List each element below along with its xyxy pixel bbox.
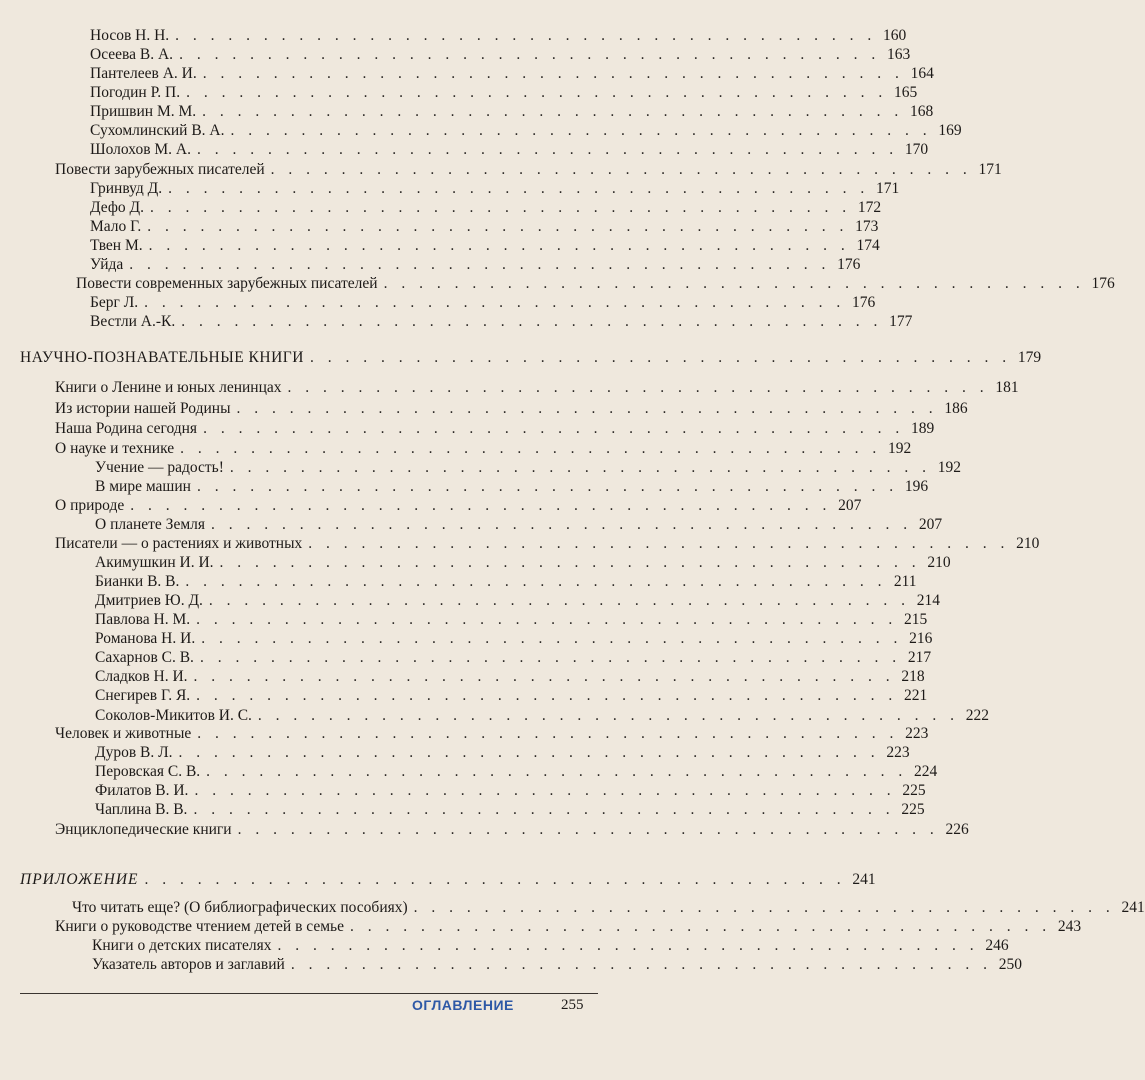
toc-label: О планете Земля [95,516,205,533]
toc-label: Снегирев Г. Я. [95,687,191,704]
toc-label: Погодин Р. П. [90,84,181,101]
toc-page: 211 [893,573,917,590]
toc-section [55,496,862,515]
toc-label: Носов Н. Н. [90,27,170,44]
leader-dots: . . . . . . . . . . . . . . . . . . . . . . . . . . . . . . . . . . . . . . . . [202,103,904,120]
toc-page: 225 [901,801,925,818]
toc-page: 223 [905,725,929,742]
toc-label: Чаплина В. В. [95,801,188,818]
toc-section [55,419,935,438]
toc-page: 168 [910,103,934,120]
toc-page: 241 [852,871,876,888]
toc-page: 196 [904,478,929,495]
toc-entry [95,686,928,705]
toc-page: 243 [1057,918,1082,935]
toc-label: Перовская С. В. [95,763,201,780]
leader-dots: . . . . . . . . . . . . . . . . . . . . . . . . . . . . . . . . . . . . . . . . [196,611,898,628]
leader-dots: . . . . . . . . . . . . . . . . . . . . . . . . . . . . . . . . . . . . . . . . [186,84,888,101]
leader-dots: . . . . . . . . . . . . . . . . . . . . . . . . . . . . . . . . . . . . . . . . [196,478,899,495]
toc-page: 192 [887,440,912,457]
leader-dots: . . . . . . . . . . . . . . . . . . . . . . . . . . . . . . . . . . . . . . . . [175,27,877,44]
toc-page: 186 [944,400,968,417]
toc-entry [95,553,951,572]
toc-label: Энциклопедические книги [55,821,232,838]
toc-page: 246 [985,937,1009,954]
toc-entry [95,629,933,648]
toc-entry [90,236,880,255]
toc-label: Вестли А.-К. [90,313,176,330]
leader-dots: . . . . . . . . . . . . . . . . . . . . . . . . . . . . . . . . . . . . . . . . [196,687,898,704]
toc-label: Сладков Н. И. [95,668,188,685]
toc-page: 164 [910,65,934,82]
toc-label: Мало Г. [90,218,142,235]
toc-entry [95,667,925,686]
leader-dots: . . . . . . . . . . . . . . . . . . . . . . . . . . . . . . . . . . . . . . . . [179,46,881,63]
leader-dots: . . . . . . . . . . . . . . . . . . . . . . . . . . . . . . . . . . . . . . . . [194,782,896,799]
leader-dots: . . . . . . . . . . . . . . . . . . . . . . . . . . . . . . . . . . . . . . . . [148,237,850,254]
leader-dots: . . . . . . . . . . . . . . . . . . . . . . . . . . . . . . . . . . . . . . . . [129,256,831,273]
toc-label: О науке и технике [55,440,175,457]
toc-section [55,820,969,839]
leader-dots: . . . . . . . . . . . . . . . . . . . . . . . . . . . . . . . . . . . . . . . . [147,218,849,235]
toc-section [55,439,912,458]
toc-entry [90,255,861,274]
toc-label: Повести зарубежных писателей [55,161,265,178]
toc-entry [90,179,900,198]
toc-label: Учение — радость! [95,459,224,476]
toc-label: Осеева В. А. [90,46,174,63]
leader-dots: . . . . . . . . . . . . . . . . . . . . . . . . . . . . . . . . . . . . . . . . [270,161,972,178]
toc-label: Твен М. [90,237,143,254]
leader-dots: . . . . . . . . . . . . . . . . . . . . . . . . . . . . . . . . . . . . . . . . [203,420,905,437]
toc-page: 172 [857,199,882,216]
toc-label: Романова Н. И. [95,630,196,647]
toc-page: 174 [856,237,880,254]
toc-page: 222 [965,707,990,724]
toc-label: Дуров В. Л. [95,744,173,761]
toc-label: Писатели — о растениях и животных [55,535,303,552]
toc-entry [90,102,934,121]
toc-label: Павлова Н. М. [95,611,191,628]
toc-page: 207 [838,497,862,514]
toc-label: Книги о детских писателях [92,937,272,954]
leader-dots: . . . . . . . . . . . . . . . . . . . . . . . . . . . . . . . . . . . . . . . . [197,725,899,742]
toc-page: 241 [1121,899,1145,916]
toc-page: 176 [852,294,876,311]
toc-page: 223 [886,744,910,761]
leader-dots: . . . . . . . . . . . . . . . . . . . . . . . . . . . . . . . . . . . . . . . . [149,199,852,216]
toc-section [55,724,929,743]
toc-page: 181 [995,379,1019,396]
toc-page: 169 [938,122,962,139]
leader-dots: . . . . . . . . . . . . . . . . . . . . . . . . . . . . . . . . . . . . . . . . [197,141,899,158]
toc-label: Сухомлинский В. А. [90,122,225,139]
toc-page: 224 [914,763,938,780]
toc-page: 218 [901,668,925,685]
toc-chapter [20,348,1042,367]
leader-dots: . . . . . . . . . . . . . . . . . . . . . . . . . . . . . . . . . . . . . . . . [185,573,887,590]
toc-subsection [76,274,1115,293]
toc-section [55,160,1002,179]
toc-page: 210 [927,554,951,571]
toc-label: НАУЧНО-ПОЗНАВАТЕЛЬНЫЕ КНИГИ [20,349,304,366]
toc-label: Наша Родина сегодня [55,420,198,437]
toc-entry [90,217,879,236]
toc-entry [90,198,882,217]
toc-page: 215 [904,611,928,628]
toc-entry [90,64,934,83]
leader-dots: . . . . . . . . . . . . . . . . . . . . . . . . . . . . . . . . . . . . . . . . [208,592,911,609]
toc-label: Сахарнов С. В. [95,649,194,666]
leader-dots: . . . . . . . . . . . . . . . . . . . . . . . . . . . . . . . . . . . . . . . . [219,554,921,571]
leader-dots: . . . . . . . . . . . . . . . . . . . . . . . . . . . . . . . . . . . . . . . . [193,668,895,685]
toc-page: 207 [918,516,943,533]
toc-label: Пришвин М. М. [90,103,197,120]
toc-page: 216 [909,630,933,647]
toc-label: Дмитриев Ю. Д. [95,592,203,609]
leader-dots: . . . . . . . . . . . . . . . . . . . . . . . . . . . . . . . . . . . . . . . . [350,918,1052,935]
toc-page: 176 [837,256,861,273]
footer-rule [20,993,598,994]
toc-page: 221 [904,687,928,704]
toc-page: 217 [907,649,932,666]
toc-entry [95,800,925,819]
leader-dots: . . . . . . . . . . . . . . . . . . . . . . . . . . . . . . . . . . . . . . . . [257,707,960,724]
toc-entry [90,140,929,159]
leader-dots: . . . . . . . . . . . . . . . . . . . . . . . . . . . . . . . . . . . . . . . . [180,440,882,457]
toc-section [72,898,1145,917]
toc-label: Гринвуд Д. [90,180,163,197]
leader-dots: . . . . . . . . . . . . . . . . . . . . . . . . . . . . . . . . . . . . . . . . [236,400,938,417]
leader-dots: . . . . . . . . . . . . . . . . . . . . . . . . . . . . . . . . . . . . . . . . [309,349,1012,366]
toc-section [55,399,968,418]
leader-dots: . . . . . . . . . . . . . . . . . . . . . . . . . . . . . . . . . . . . . . . . [206,763,908,780]
toc-entry [95,591,941,610]
toc-entry [95,762,938,781]
leader-dots: . . . . . . . . . . . . . . . . . . . . . . . . . . . . . . . . . . . . . . . . [287,379,989,396]
toc-label: Соколов-Микитов И. С. [95,707,252,724]
leader-dots: . . . . . . . . . . . . . . . . . . . . . . . . . . . . . . . . . . . . . . . . [308,535,1010,552]
leader-dots: . . . . . . . . . . . . . . . . . . . . . . . . . . . . . . . . . . . . . . . . [181,313,883,330]
leader-dots: . . . . . . . . . . . . . . . . . . . . . . . . . . . . . . . . . . . . . . . . [229,459,932,476]
toc-entry [95,477,929,496]
toc-section [55,534,1040,553]
toc-entry [90,121,962,140]
toc-entry [90,45,911,64]
toc-label: Книги о руководстве чтением детей в семье [55,918,344,935]
toc-section [55,378,1019,397]
toc-label: Из истории нашей Родины [55,400,231,417]
toc-page: 177 [889,313,913,330]
toc-label: О природе [55,497,125,514]
leader-dots: . . . . . . . . . . . . . . . . . . . . . . . . . . . . . . . . . . . . . . . . [383,275,1085,292]
toc-page: 250 [998,956,1022,973]
toc-label: Шолохов М. А. [90,141,191,158]
toc-label: Дефо Д. [90,199,144,216]
toc-entry [95,610,928,629]
leader-dots: . . . . . . . . . . . . . . . . . . . . . . . . . . . . . . . . . . . . . . . . [230,122,932,139]
toc-page: 226 [945,821,969,838]
leader-dots: . . . . . . . . . . . . . . . . . . . . . . . . . . . . . . . . . . . . . . . . [130,497,832,514]
toc-entry [95,572,917,591]
toc-label: Бианки В. В. [95,573,180,590]
toc-label: Книги о Ленине и юных ленинцах [55,379,282,396]
toc-label: Берг Л. [90,294,139,311]
toc-label: Филатов В. И. [95,782,189,799]
leader-dots: . . . . . . . . . . . . . . . . . . . . . . . . . . . . . . . . . . . . . . . . [290,956,992,973]
toc-page: 171 [875,180,900,197]
toc-chapter [20,870,876,889]
toc-page: 214 [916,592,941,609]
toc-page: 225 [902,782,926,799]
toc-page: 173 [855,218,879,235]
leader-dots: . . . . . . . . . . . . . . . . . . . . . . . . . . . . . . . . . . . . . . . . [201,630,903,647]
toc-label: Акимушкин И. И. [95,554,214,571]
toc-section [55,917,1082,936]
leader-dots: . . . . . . . . . . . . . . . . . . . . . . . . . . . . . . . . . . . . . . . . [168,180,870,197]
toc-page: 165 [893,84,918,101]
toc-entry [92,955,1022,974]
toc-entry [90,293,876,312]
toc-page: 170 [904,141,929,158]
page-number: 255 [561,997,584,1013]
toc-label: Человек и животные [55,725,192,742]
leader-dots: . . . . . . . . . . . . . . . . . . . . . . . . . . . . . . . . . . . . . . . . [237,821,939,838]
leader-dots: . . . . . . . . . . . . . . . . . . . . . . . . . . . . . . . . . . . . . . . . [144,871,846,888]
toc-entry [95,781,926,800]
toc-entry [95,648,932,667]
toc-entry [95,706,990,725]
leader-dots: . . . . . . . . . . . . . . . . . . . . . . . . . . . . . . . . . . . . . . . . [193,801,895,818]
toc-label: В мире машин [95,478,191,495]
toc-entry [95,515,943,534]
toc-entry [95,458,962,477]
leader-dots: . . . . . . . . . . . . . . . . . . . . . . . . . . . . . . . . . . . . . . . . [178,744,880,761]
toc-label: Уйда [90,256,124,273]
toc-page: 192 [937,459,962,476]
toc-entry [90,83,918,102]
toc-page: 189 [910,420,935,437]
leader-dots: . . . . . . . . . . . . . . . . . . . . . . . . . . . . . . . . . . . . . . . . [277,937,979,954]
toc-label: Повести современных зарубежных писателей [76,275,378,292]
toc-entry [90,312,913,331]
leader-dots: . . . . . . . . . . . . . . . . . . . . . . . . . . . . . . . . . . . . . . . . [211,516,913,533]
leader-dots: . . . . . . . . . . . . . . . . . . . . . . . . . . . . . . . . . . . . . . . . [144,294,846,311]
toc-page: 179 [1017,349,1042,366]
leader-dots: . . . . . . . . . . . . . . . . . . . . . . . . . . . . . . . . . . . . . . . . [202,65,904,82]
leader-dots: . . . . . . . . . . . . . . . . . . . . . . . . . . . . . . . . . . . . . . . . [413,899,1115,916]
toc-entry [95,743,910,762]
toc-label: Указатель авторов и заглавий [92,956,285,973]
toc-page: 171 [978,161,1002,178]
toc-page: 210 [1016,535,1040,552]
leader-dots: . . . . . . . . . . . . . . . . . . . . . . . . . . . . . . . . . . . . . . . . [199,649,902,666]
toc-page: 163 [886,46,911,63]
toc-page: 176 [1091,275,1115,292]
toc-label: Пантелеев А. И. [90,65,197,82]
toc-entry [92,936,1009,955]
toc-page: 160 [883,27,907,44]
toc-label: Что читать еще? (О библиографических пособиях) [72,899,408,916]
toc-label: ПРИЛОЖЕНИЕ [20,871,139,888]
toc-entry [90,26,907,45]
running-footer-title: ОГЛАВЛЕНИЕ [412,997,514,1013]
